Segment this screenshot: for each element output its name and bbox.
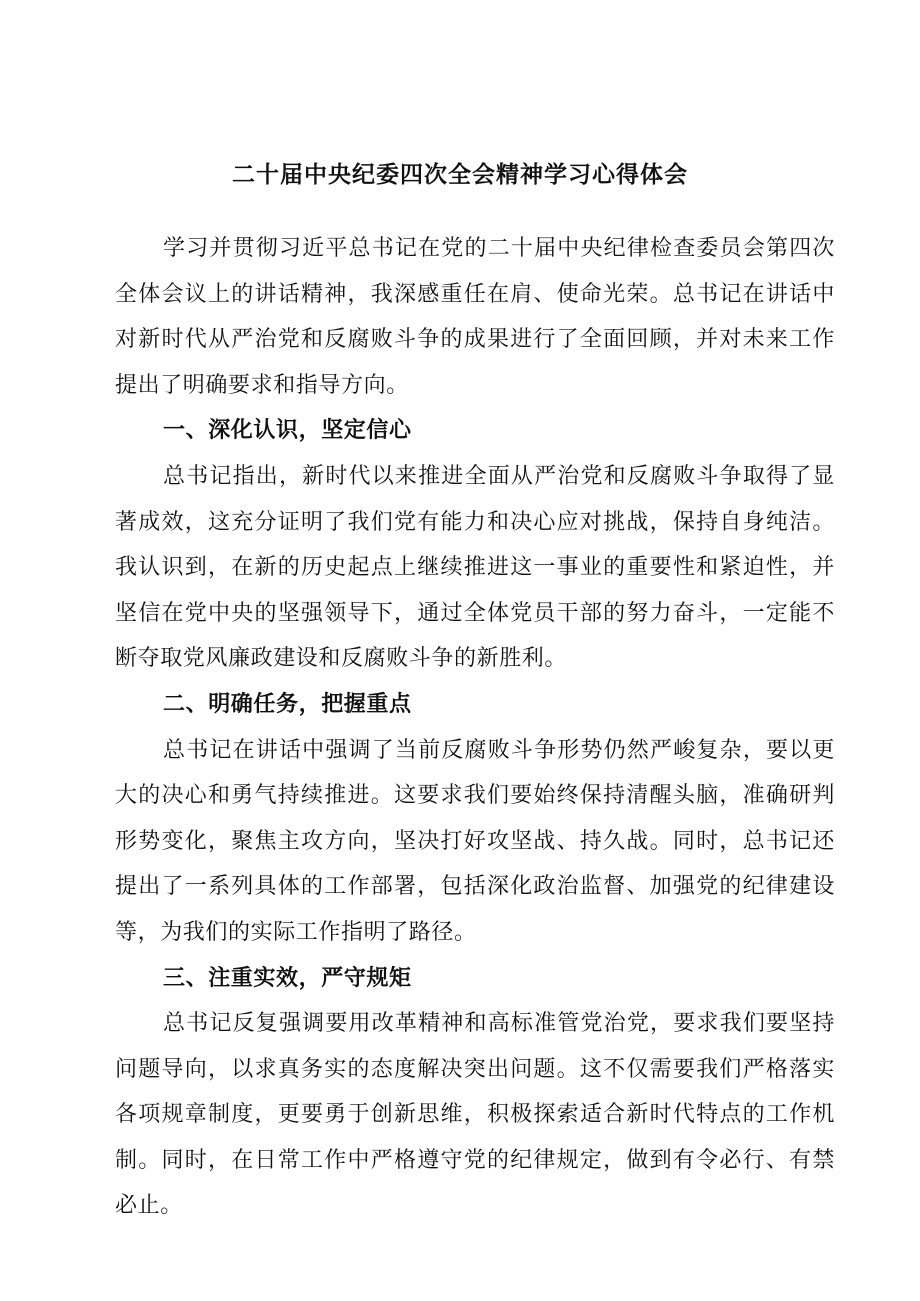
section-heading-3: 三、注重实效，严守规矩: [163, 964, 412, 991]
document-title: 二十届中央纪委四次全会精神学习心得体会: [232, 161, 688, 188]
intro-paragraph: 学习并贯彻习近平总书记在党的二十届中央纪律检查委员会第四次全体会议上的讲话精神，我深感重任在肩、使命光荣。总书记在讲话中对新时代从严治党和反腐败斗争的成果进行了全面回顾，并对未来工作提出了明确要求和指导方向。: [115, 236, 835, 398]
document-body: [115, 226, 835, 1229]
section-paragraph-2: 总书记在讲话中强调了当前反腐败斗争形势仍然严峻复杂，要以更大的决心和勇气持续推进。这要求我们要始终保持清醒头脑，准确研判形势变化，聚焦主攻方向，坚决打好攻坚战、持久战。同时，总书记还提出了一系列具体的工作部署，包括深化政治监督、加强党的纪律建设等，为我们的实际工作指明了路径。: [115, 737, 835, 945]
section-paragraph-1: 总书记指出，新时代以来推进全面从严治党和反腐败斗争取得了显著成效，这充分证明了我们党有能力和决心应对挑战，保持自身纯洁。我认识到，在新的历史起点上继续推进这一事业的重要性和紧迫性，并坚信在党中央的坚强领导下，通过全体党员干部的努力奋斗，一定能不断夺取党风廉政建设和反腐败斗争的新胜利。: [115, 463, 835, 672]
section-paragraph-3: 总书记反复强调要用改革精神和高标准管党治党，要求我们要坚持问题导向，以求真务实的态度解决突出问题。这不仅需要我们严格落实各项规章制度，更要勇于创新思维，积极探索适合新时代特点的工作机制。同时，在日常工作中严格遵守党的纪律规定，做到有令必行、有禁必止。: [115, 1011, 835, 1219]
section-heading-2: 二、明确任务，把握重点: [163, 690, 412, 717]
section-heading-1: 一、深化认识，坚定信心: [163, 417, 412, 444]
